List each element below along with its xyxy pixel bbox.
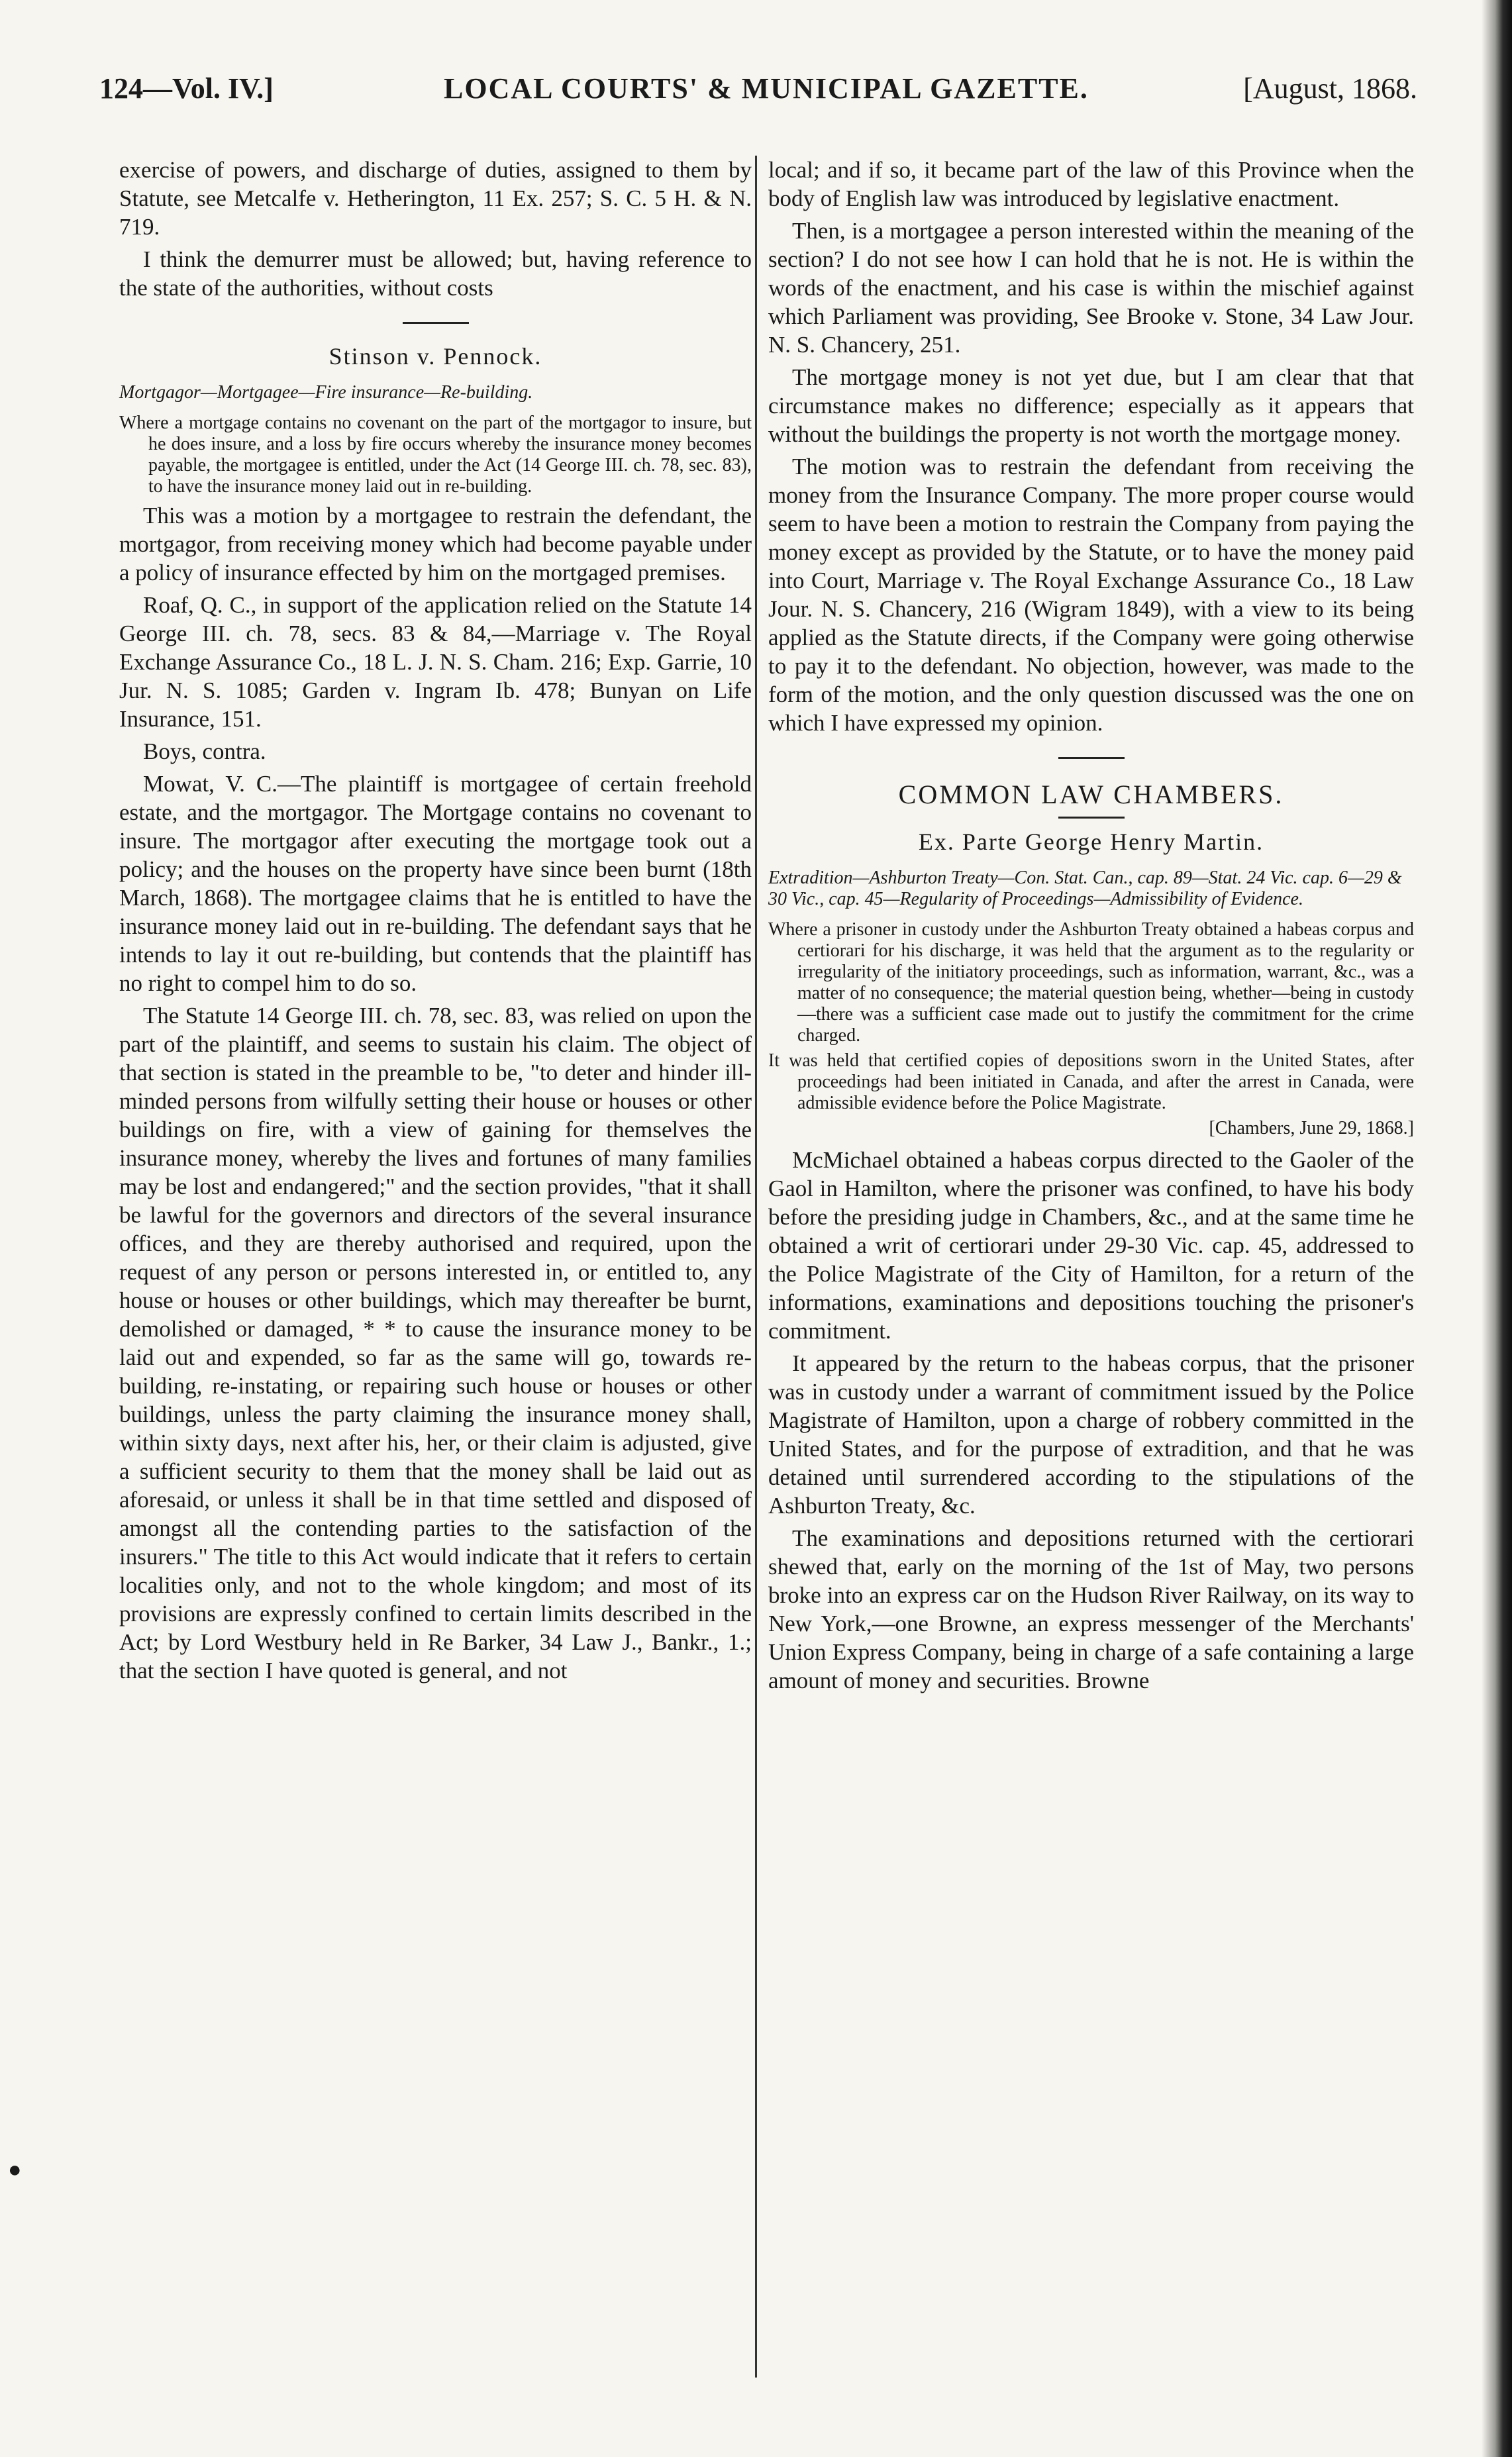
headnote: It was held that certified copies of depositions sworn in the United States, after proceedings had been initiated in Canada, and after the arrest in Canada, were admissible evidence before the Police Magistrate. <box>768 1050 1414 1113</box>
case-title: Stinson v. Pennock. <box>328 343 542 370</box>
paragraph: This was a motion by a mortgagee to restrain the defendant, the mortgagor, from receiving money which had become payable under a policy of insurance effected by him on the mortgaged premises. <box>119 503 752 585</box>
right-column <box>768 156 1414 1699</box>
page-edge-shadow <box>1482 0 1512 2457</box>
divider <box>1058 817 1125 819</box>
page-volume: 124—Vol. IV.] <box>99 72 274 105</box>
margin-mark: ● <box>8 2158 22 2182</box>
paragraph: Then, is a mortgagee a person interested within the meaning of the section? I do not see how I can hold that he is not. He is within the words of the enactment, and his case is within the mischief against which Parliament was providing, See Brooke v. Stone, 34 Law Jour. N. S. Chancery, 251. <box>768 218 1414 358</box>
paragraph: The Statute 14 George III. ch. 78, sec. 83, was relied on upon the part of the plaintiff, and seems to sustain his claim. The object of that section is stated in the preamble to be, "to deter and hinder ill-minded persons from wilfully setting their house or houses or other buildings on fire, with a view of gaining for themselves the insurance money, whereby the lives and fortunes of many families may be lost and endangered;" and the section provides, "that it shall be lawful for the governors and directors of the several insurance offices, and they are thereby authorised and required, upon the request of any person or persons interested in, or entitled to, any house or houses or other buildings, which may thereafter be burnt, demolished or damaged, * * to cause the insurance money to be laid out and expended, so far as the same will go, towards re-building, re-instating, or repairing such house or houses or other buildings, unless the party claiming the insurance money shall, within sixty days, next after his, her, or their claim is adjusted, give a sufficient security to them that the money shall be laid out as aforesaid, or unless it shall be in that time settled and disposed of amongst all the contending parties to the satisfaction of the insurers." The title to this Act would indicate that it refers to certain localities only, and not to the whole kingdom; and most of its provisions are expressly confined to certain limits described in the Act; by Lord Westbury held in Re Barker, 34 Law J., Bankr., 1.; that the section I have quoted is general, and not <box>119 1003 752 1683</box>
paragraph: The mortgage money is not yet due, but I am clear that that circumstance makes no difference; especially as it appears that without the buildings the property is not worth the mortgage money. <box>768 364 1414 447</box>
catchwords: Mortgagor—Mortgagee—Fire insurance—Re-building. <box>119 382 533 403</box>
dateline: [Chambers, June 29, 1868.] <box>1209 1118 1414 1138</box>
paragraph: Roaf, Q. C., in support of the application relied on the Statute 14 George III. ch. 78, secs. 83 & 84,—Marriage v. The Royal Exchange Assurance Co., 18 L. J. N. S. Cham. 216; Exp. Garrie, 10 Jur. N. S. 1085; Garden v. Ingram Ib. 478; Bunyan on Life Insurance, 151. <box>119 592 752 732</box>
issue-date: [August, 1868. <box>1243 72 1417 105</box>
catchwords: Extradition—Ashburton Treaty—Con. Stat. Can., cap. 89—Stat. 24 Vic. cap. 6—29 & 30 Vic., cap. 45—Regularity of Proceedings—Admissibility of Evidence. <box>768 868 1402 909</box>
headnote: Where a prisoner in custody under the Ashburton Treaty obtained a habeas corpus and certiorari for his discharge, it was held that the argument as to the regularity or irregularity of the initiatory proceedings, such as information, warrant, &c., was a matter of no consequence; the material question being, whether—being in custody—there was a sufficient case made out to justify the commitment for the crime charged. <box>768 919 1414 1046</box>
divider <box>1058 757 1125 759</box>
page-header <box>99 72 1417 118</box>
paragraph: Mowat, V. C.—The plaintiff is mortgagee of certain freehold estate, and the mortgagor. The Mortgage contains no covenant to insure. The mortgagor after executing the mortgage took out a policy; and the houses on the property have since been burnt (18th March, 1868). The mortgagee claims that he is entitled to have the insurance money laid out in re-building. The defendant says that he intends to lay it out re-building, but contends that the plaintiff has no right to compel him to do so. <box>119 771 752 996</box>
left-column <box>119 156 752 1689</box>
column-divider <box>755 156 757 2378</box>
section-title: COMMON LAW CHAMBERS. <box>898 779 1284 809</box>
paragraph: I think the demurrer must be allowed; but, having reference to the state of the authorities, without costs <box>119 246 752 301</box>
paragraph: It appeared by the return to the habeas corpus, that the prisoner was in custody under a warrant of commitment issued by the Police Magistrate of Hamilton, upon a charge of robbery committed in the United States, and for the purpose of extradition, and that he was detained until surrendered according to the stipulations of the Ashburton Treaty, &c. <box>768 1350 1414 1519</box>
paragraph: The examinations and depositions returned with the certiorari shewed that, early on the morning of the 1st of May, two persons broke into an express car on the Hudson River Railway, on its way to New York,—one Browne, an express messenger of the Merchants' Union Express Company, being in charge of a safe containing a large amount of money and securities. Browne <box>768 1525 1414 1693</box>
paragraph: The motion was to restrain the defendant from receiving the money from the Insurance Company. The more proper course would seem to have been a motion to restrain the Company from paying the money except as provided by the Statute, or to have the money paid into Court, Marriage v. The Royal Exchange Assurance Co., 18 Law Jour. N. S. Chancery, 216 (Wigram 1849), with a view to its being applied as the Statute directs, if the Company were going otherwise to pay it to the defendant. No objection, however, was made to the form of the motion, and the only question discussed was the one on which I have expressed my opinion. <box>768 454 1414 736</box>
gazette-title: LOCAL COURTS' & MUNICIPAL GAZETTE. <box>444 72 1089 105</box>
paragraph: exercise of powers, and discharge of duties, assigned to them by Statute, see Metcalfe v. Hetherington, 11 Ex. 257; S. C. 5 H. & N. 719. <box>119 157 752 240</box>
headnote: Where a mortgage contains no covenant on the part of the mortgagor to insure, but he does insure, and a loss by fire occurs whereby the insurance money becomes payable, the mortgagee is entitled, under the Act (14 George III. ch. 78, sec. 83), to have the insurance money laid out in re-building. <box>119 413 752 497</box>
paragraph: local; and if so, it became part of the law of this Province when the body of English law was introduced by legislative enactment. <box>768 157 1414 211</box>
divider <box>403 322 469 324</box>
paragraph: Boys, contra. <box>143 738 266 764</box>
paragraph: McMichael obtained a habeas corpus directed to the Gaoler of the Gaol in Hamilton, where the prisoner was confined, to have his body before the presiding judge in Chambers, &c., and at the same time he obtained a writ of certiorari under 29-30 Vic. cap. 45, addressed to the Police Magistrate of the City of Hamilton, for a return of the informations, examinations and depositions touching the prisoner's commitment. <box>768 1147 1414 1344</box>
case-title: Ex. Parte George Henry Martin. <box>918 828 1264 855</box>
